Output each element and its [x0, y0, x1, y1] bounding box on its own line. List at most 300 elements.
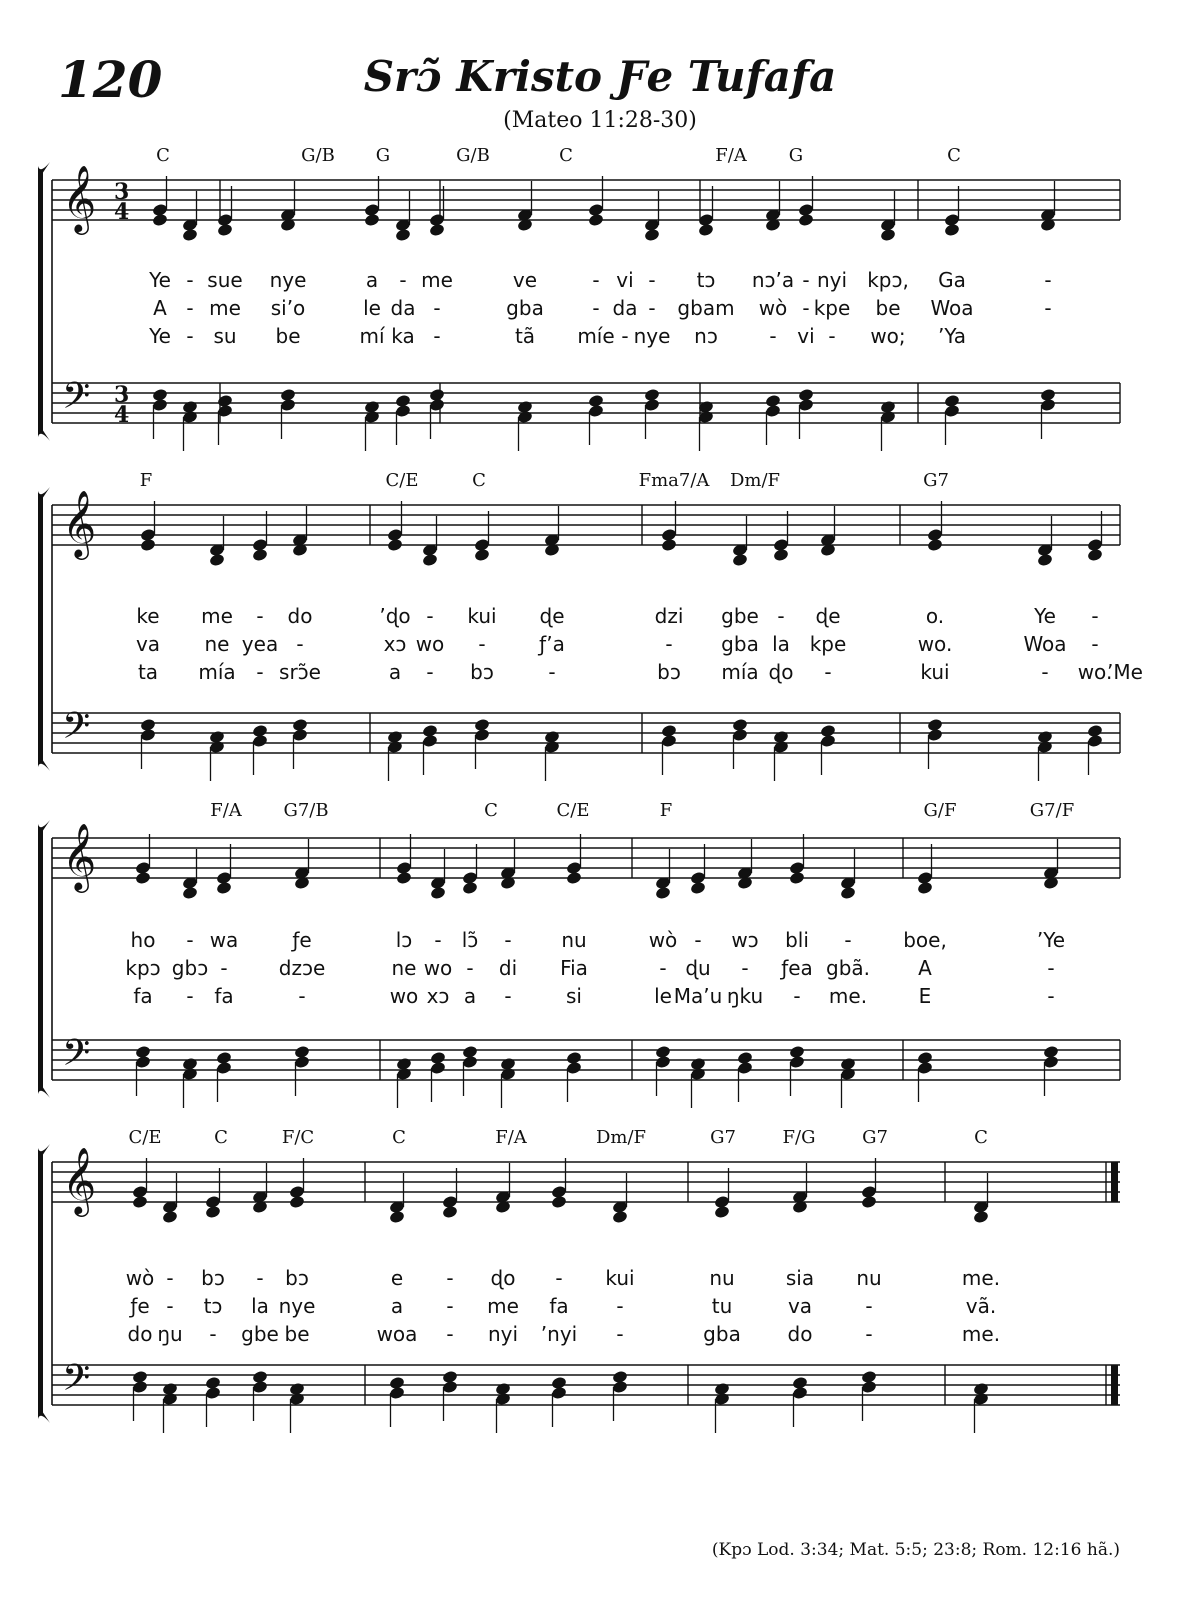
notehead	[364, 410, 381, 425]
notehead	[396, 1067, 413, 1082]
lyric-syllable: be	[875, 296, 901, 320]
lyric-syllable: tã	[514, 324, 536, 348]
notehead	[517, 410, 534, 425]
lyric-syllable: boe,	[903, 928, 947, 952]
notehead	[612, 1380, 629, 1395]
treble-clef: 𝄞	[62, 164, 97, 232]
lyric-syllable: si	[566, 984, 582, 1008]
notehead	[252, 1380, 269, 1395]
lyric-syllable: me	[421, 268, 453, 292]
notehead	[395, 228, 412, 243]
notehead	[422, 734, 439, 749]
chord-symbol: C	[214, 1127, 228, 1148]
notehead	[927, 728, 944, 743]
notehead	[430, 886, 447, 901]
notehead	[820, 734, 837, 749]
notehead	[495, 1392, 512, 1407]
bass-clef: 𝄢	[62, 1357, 91, 1408]
lyric-syllable: ŋu	[157, 1322, 183, 1346]
lyric-syllable: me	[487, 1294, 519, 1318]
lyric-syllable: míe	[577, 324, 615, 348]
notehead	[422, 553, 439, 568]
lyric-syllable: Woa	[930, 296, 974, 320]
lyric-syllable: -	[616, 1294, 624, 1318]
notehead	[1043, 1055, 1060, 1070]
lyric-syllable: -	[166, 1294, 174, 1318]
lyric-syllable: -	[548, 660, 556, 684]
lyric-syllable: a	[388, 660, 402, 684]
lyric-syllable: -	[802, 296, 810, 320]
chord-symbol: C	[472, 470, 486, 491]
notehead	[474, 728, 491, 743]
lyric-syllable: yea	[241, 632, 279, 656]
notehead	[429, 223, 446, 238]
lyric-syllable: dzɔe	[278, 956, 326, 980]
lyric-syllable: -	[621, 324, 629, 348]
lyric-syllable: vi	[797, 324, 815, 348]
notehead	[944, 404, 961, 419]
chord-symbol: Dm/F	[729, 470, 781, 491]
lyric-syllable: ka	[391, 324, 415, 348]
notehead	[429, 398, 446, 413]
lyric-syllable: ɖu	[685, 956, 711, 980]
notehead	[140, 728, 157, 743]
notehead	[917, 881, 934, 896]
notehead	[861, 1195, 878, 1210]
notehead	[209, 553, 226, 568]
lyric-syllable: wo	[415, 632, 445, 656]
lyric-syllable: -	[478, 632, 486, 656]
lyric-syllable: su	[213, 324, 237, 348]
chord-symbol: Dm/F	[595, 1127, 647, 1148]
lyric-syllable: kui	[920, 660, 950, 684]
notehead	[500, 1067, 517, 1082]
notehead	[927, 538, 944, 553]
lyric-syllable: fa	[214, 984, 234, 1008]
system-bracket-bar	[38, 1154, 43, 1413]
lyric-syllable: gbam	[677, 296, 735, 320]
notehead	[917, 1061, 934, 1076]
lyric-syllable: vã.	[965, 1294, 997, 1318]
lyric-syllable: wo;	[870, 324, 906, 348]
lyric-syllable: -	[648, 268, 656, 292]
chord-symbol: F/A	[715, 145, 747, 166]
notehead	[840, 886, 857, 901]
treble-clef: 𝄞	[62, 1146, 97, 1214]
lyric-syllable: -	[844, 928, 852, 952]
lyric-syllable: tu	[711, 1294, 733, 1318]
notehead	[132, 1380, 149, 1395]
lyric-syllable: wo.	[917, 632, 953, 656]
bass-clef: 𝄢	[62, 375, 91, 426]
lyric-syllable: a	[463, 984, 477, 1008]
lyric-syllable: -	[1047, 984, 1055, 1008]
notehead	[544, 740, 561, 755]
notehead	[798, 398, 815, 413]
notehead	[661, 734, 678, 749]
lyric-syllable: nyi	[816, 268, 848, 292]
lyric-syllable: -	[186, 268, 194, 292]
treble-clef: 𝄞	[62, 489, 97, 557]
lyric-syllable: ’Ye	[1036, 928, 1066, 952]
lyric-syllable: nye	[633, 324, 671, 348]
lyric-syllable: lɔ	[395, 928, 413, 952]
notehead	[217, 404, 234, 419]
notehead	[462, 1055, 479, 1070]
notehead	[430, 1061, 447, 1076]
lyric-syllable: -	[186, 324, 194, 348]
lyric-syllable: ve	[512, 268, 538, 292]
lyric-syllable: sue	[207, 268, 243, 292]
lyric-syllable: wo.	[1077, 660, 1113, 684]
notehead	[442, 1205, 459, 1220]
notehead	[289, 1392, 306, 1407]
notehead	[132, 1195, 149, 1210]
lyric-syllable: wo	[423, 956, 453, 980]
notehead	[566, 871, 583, 886]
notehead	[1087, 548, 1104, 563]
chord-symbol: G7	[710, 1127, 736, 1148]
lyric-syllable: -	[616, 1322, 624, 1346]
lyric-syllable: tɔ	[696, 268, 716, 292]
footnote: (Kpɔ Lod. 3:34; Mat. 5:5; 23:8; Rom. 12:16 hã.)	[711, 1540, 1120, 1560]
lyric-syllable: wò	[758, 296, 788, 320]
notehead	[773, 548, 790, 563]
lyric-syllable: -	[1047, 956, 1055, 980]
notehead	[280, 398, 297, 413]
scripture-reference: (Mateo 11:28-30)	[503, 108, 697, 133]
lyric-syllable: me	[201, 604, 233, 628]
notehead	[135, 1055, 152, 1070]
chord-symbol: G	[788, 145, 804, 166]
lyric-syllable: -	[1044, 296, 1052, 320]
notehead	[588, 404, 605, 419]
chord-symbol: G7/B	[283, 800, 329, 821]
lyric-syllable: ’Ya	[937, 324, 967, 348]
lyric-syllable: Ga	[938, 268, 966, 292]
hymn-title: Srɔ̃ Kristo Ƒe Tufafa	[363, 52, 837, 101]
lyric-syllable: dzi	[654, 604, 684, 628]
notehead	[387, 740, 404, 755]
notehead	[389, 1210, 406, 1225]
chord-symbol: G	[375, 145, 391, 166]
notehead	[217, 223, 234, 238]
lyric-syllable: ’Me	[1107, 660, 1143, 684]
final-barline	[1111, 1365, 1118, 1405]
chord-symbol: C	[392, 1127, 406, 1148]
lyric-syllable: xɔ	[426, 984, 450, 1008]
notehead	[566, 1061, 583, 1076]
lyric-syllable: mía	[198, 660, 236, 684]
notehead	[655, 1055, 672, 1070]
notehead	[182, 410, 199, 425]
lyric-syllable: gba	[703, 1322, 741, 1346]
notehead	[162, 1210, 179, 1225]
lyric-syllable: ŋku	[726, 984, 764, 1008]
lyric-syllable: -	[659, 956, 667, 980]
chord-symbol: G7/F	[1029, 800, 1075, 821]
lyric-syllable: do	[287, 604, 313, 628]
notehead	[387, 538, 404, 553]
lyric-syllable: ’nyi	[540, 1322, 578, 1346]
lyric-syllable: gba	[721, 632, 759, 656]
lyric-syllable: -	[1091, 632, 1099, 656]
lyric-syllable: woa	[376, 1322, 418, 1346]
lyric-syllable: e	[390, 1266, 404, 1290]
lyric-syllable: gbɔ	[171, 956, 209, 980]
time-signature-top: 3	[114, 382, 130, 408]
lyric-syllable: -	[777, 604, 785, 628]
lyric-syllable: srɔ̃e	[279, 660, 321, 684]
notehead	[588, 213, 605, 228]
treble-clef: 𝄞	[62, 822, 97, 890]
lyric-syllable: -	[186, 984, 194, 1008]
chord-symbol: G7	[923, 470, 949, 491]
lyric-syllable: -	[399, 268, 407, 292]
lyric-syllable: tɔ	[203, 1294, 223, 1318]
lyric-syllable: Ye	[149, 268, 171, 292]
lyric-syllable: Woa	[1023, 632, 1067, 656]
lyric-syllable: gbe	[721, 604, 759, 628]
lyric-syllable: nye	[278, 1294, 316, 1318]
lyric-syllable: -	[186, 928, 194, 952]
lyric-syllable: bɔ	[201, 1266, 225, 1290]
notehead	[364, 213, 381, 228]
notehead	[135, 871, 152, 886]
lyric-syllable: di	[498, 956, 518, 980]
lyric-syllable: wɔ	[731, 928, 759, 952]
notehead	[765, 404, 782, 419]
lyric-syllable: Ye	[1034, 604, 1056, 628]
notehead	[294, 1055, 311, 1070]
lyric-syllable: -	[446, 1322, 454, 1346]
notehead	[861, 1380, 878, 1395]
lyric-syllable: -	[220, 956, 228, 980]
lyric-syllable: wa	[209, 928, 239, 952]
hymn-number: 120	[58, 50, 163, 109]
lyric-syllable: do	[787, 1322, 813, 1346]
chord-symbol: G7	[862, 1127, 888, 1148]
notehead	[162, 1392, 179, 1407]
notehead	[216, 1061, 233, 1076]
lyric-syllable: va	[135, 632, 161, 656]
lyric-syllable: -	[865, 1294, 873, 1318]
notehead	[1037, 740, 1054, 755]
notehead	[840, 1067, 857, 1082]
lyric-syllable: bɔ	[657, 660, 681, 684]
chord-symbol: C/E	[385, 470, 419, 491]
chord-symbol: C/E	[556, 800, 590, 821]
lyric-syllable: gba	[506, 296, 544, 320]
notehead	[732, 728, 749, 743]
lyric-syllable: -	[555, 1266, 563, 1290]
lyric-syllable: la	[251, 1294, 269, 1318]
notehead	[792, 1386, 809, 1401]
lyric-syllable: -	[426, 660, 434, 684]
lyric-syllable: wò	[125, 1266, 155, 1290]
lyric-syllable: kpɔ	[125, 956, 161, 980]
chord-symbol: F	[659, 800, 673, 821]
notehead	[216, 881, 233, 896]
chord-symbol: F	[139, 470, 153, 491]
lyric-syllable: sia	[785, 1266, 815, 1290]
notehead	[152, 398, 169, 413]
lyric-syllable: ɖe	[815, 604, 841, 628]
lyric-syllable: -	[256, 1266, 264, 1290]
lyric-syllable: wo	[389, 984, 419, 1008]
lyric-syllable: ƒe	[292, 928, 312, 952]
lyric-syllable: -	[865, 1322, 873, 1346]
lyric-syllable: -	[433, 296, 441, 320]
lyric-syllable: Ma’u	[673, 984, 723, 1008]
lyric-syllable: -	[741, 956, 749, 980]
lyric-syllable: nu	[856, 1266, 882, 1290]
lyric-syllable: gbã.	[825, 956, 871, 980]
chord-symbol: C	[156, 145, 170, 166]
notehead	[1087, 734, 1104, 749]
notehead	[289, 1195, 306, 1210]
lyric-syllable: -	[769, 324, 777, 348]
notehead	[644, 398, 661, 413]
lyric-syllable: -	[694, 928, 702, 952]
notehead	[612, 1210, 629, 1225]
notehead	[182, 1067, 199, 1082]
lyric-syllable: bɔ	[470, 660, 494, 684]
lyric-syllable: -	[434, 928, 442, 952]
lyric-syllable: nɔ’a	[751, 268, 795, 292]
lyric-syllable: da	[390, 296, 416, 320]
notehead	[880, 228, 897, 243]
lyric-syllable: le	[363, 296, 381, 320]
chord-symbol: G/B	[456, 145, 490, 166]
lyric-syllable: -	[665, 632, 673, 656]
notehead	[140, 538, 157, 553]
lyric-syllable: nu	[709, 1266, 735, 1290]
chord-symbol: C	[947, 145, 961, 166]
lyric-syllable: -	[166, 1266, 174, 1290]
lyric-syllable: E	[918, 984, 932, 1008]
notehead	[880, 410, 897, 425]
lyric-syllable: da	[612, 296, 638, 320]
chord-symbol: G/F	[923, 800, 957, 821]
lyric-syllable: -	[592, 268, 600, 292]
chord-symbol: Fma7/A	[638, 470, 710, 491]
lyric-syllable: bli	[785, 928, 809, 952]
chord-symbol: F/A	[495, 1127, 527, 1148]
chord-symbol: F/G	[782, 1127, 816, 1148]
notehead	[973, 1210, 990, 1225]
system-bracket-bar	[38, 497, 43, 761]
chord-symbol: F/C	[281, 1127, 315, 1148]
lyric-syllable: ho	[130, 928, 156, 952]
notehead	[773, 740, 790, 755]
lyric-syllable: fa	[549, 1294, 569, 1318]
bass-clef: 𝄢	[62, 1032, 91, 1083]
notehead	[551, 1386, 568, 1401]
lyric-syllable: ta	[137, 660, 159, 684]
lyric-syllable: -	[426, 604, 434, 628]
lyric-syllable: -	[504, 984, 512, 1008]
lyric-syllable: ƒ’a	[539, 632, 565, 656]
chord-symbol: C	[974, 1127, 988, 1148]
lyric-syllable: lɔ̃	[461, 928, 479, 952]
notehead	[690, 881, 707, 896]
time-signature-top: 3	[114, 179, 130, 205]
lyric-syllable: vi	[616, 268, 634, 292]
lyric-syllable: ne	[204, 632, 230, 656]
lyric-syllable: -	[648, 296, 656, 320]
notehead	[1040, 398, 1057, 413]
lyric-syllable: A	[153, 296, 167, 320]
lyric-syllable: -	[504, 928, 512, 952]
lyric-syllable: me.	[961, 1322, 1001, 1346]
lyric-syllable: nye	[269, 268, 307, 292]
chord-symbol: C/E	[128, 1127, 162, 1148]
lyric-syllable: ne	[391, 956, 417, 980]
lyric-syllable: bɔ	[285, 1266, 309, 1290]
lyric-syllable: -	[256, 660, 264, 684]
lyric-syllable: ƒe	[130, 1294, 150, 1318]
lyric-syllable: ɖo	[768, 660, 794, 684]
notehead	[252, 548, 269, 563]
lyric-syllable: a	[390, 1294, 404, 1318]
notehead	[462, 881, 479, 896]
notehead	[182, 886, 199, 901]
lyric-syllable: Ye	[149, 324, 171, 348]
notehead	[973, 1392, 990, 1407]
lyric-syllable: va	[787, 1294, 813, 1318]
notehead	[789, 1055, 806, 1070]
notehead	[152, 213, 169, 228]
notehead	[789, 871, 806, 886]
chord-symbol: C	[559, 145, 573, 166]
bass-clef: 𝄢	[62, 705, 91, 756]
lyric-syllable: xɔ	[383, 632, 407, 656]
lyric-syllable: nɔ	[694, 324, 718, 348]
lyric-syllable: be	[284, 1322, 310, 1346]
lyric-syllable: -	[824, 660, 832, 684]
lyric-syllable: -	[1044, 268, 1052, 292]
lyric-syllable: kui	[605, 1266, 635, 1290]
lyric-syllable: be	[275, 324, 301, 348]
lyric-syllable: -	[1091, 604, 1099, 628]
lyric-syllable: ƒea	[781, 956, 813, 980]
time-signature-bottom: 4	[114, 199, 130, 225]
lyric-syllable: ɖo	[490, 1266, 516, 1290]
lyric-syllable: -	[446, 1294, 454, 1318]
lyric-syllable: -	[433, 324, 441, 348]
lyric-syllable: -	[209, 1322, 217, 1346]
lyric-syllable: kpe	[813, 296, 851, 320]
lyric-syllable: -	[1041, 660, 1049, 684]
notehead	[209, 740, 226, 755]
chord-symbol: G/B	[301, 145, 335, 166]
notehead	[944, 223, 961, 238]
lyric-syllable: ɖe	[539, 604, 565, 628]
lyric-syllable: me.	[961, 1266, 1001, 1290]
lyric-syllable: le	[654, 984, 672, 1008]
lyric-syllable: wò	[648, 928, 678, 952]
notehead	[292, 728, 309, 743]
notehead	[737, 1061, 754, 1076]
notehead	[798, 213, 815, 228]
lyric-syllable: gbe	[241, 1322, 279, 1346]
notehead	[644, 228, 661, 243]
lyric-syllable: si’o	[270, 296, 306, 320]
lyric-syllable: a	[365, 268, 379, 292]
notehead	[714, 1392, 731, 1407]
lyric-syllable: -	[256, 604, 264, 628]
